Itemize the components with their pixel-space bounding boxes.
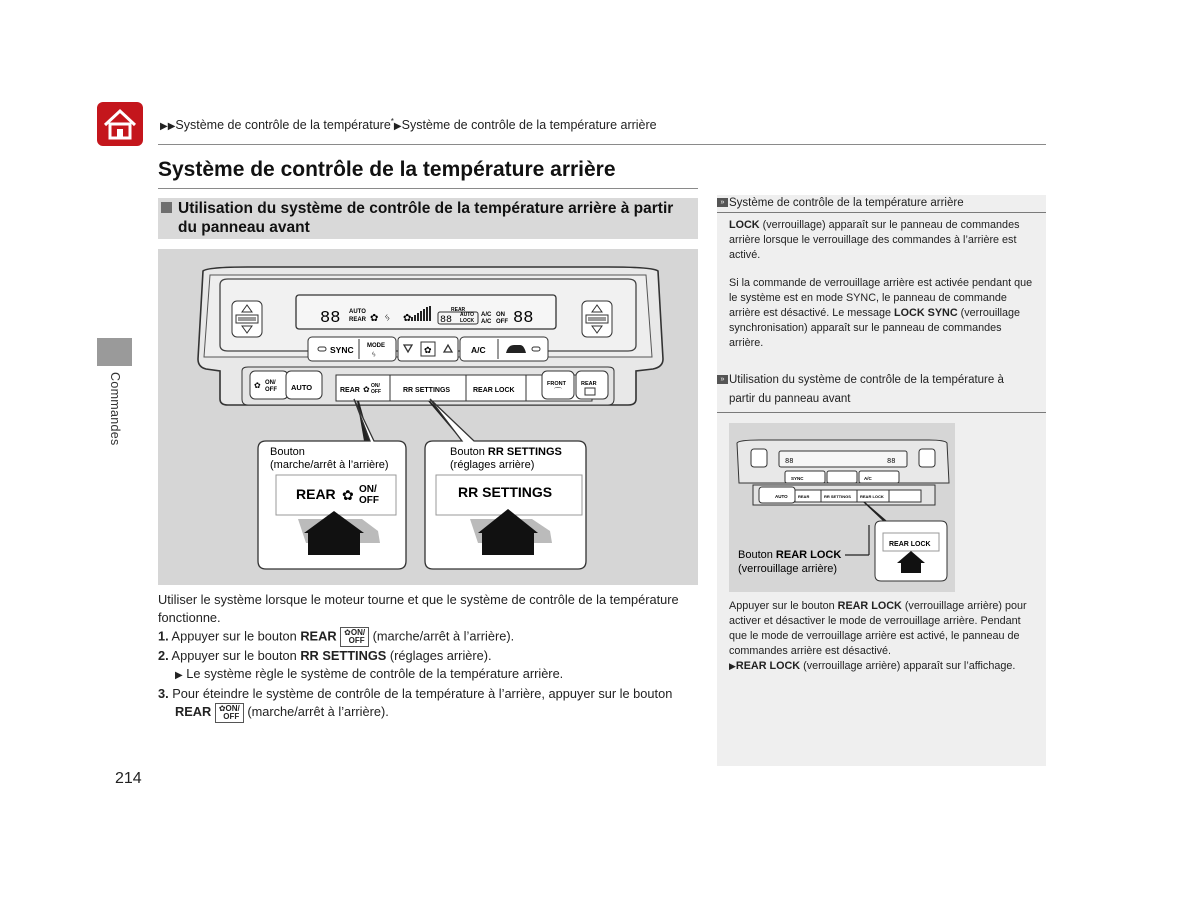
- side-callout-button-text: REAR LOCK: [889, 541, 931, 548]
- onoff-on: ON/: [265, 380, 276, 386]
- section-heading: Utilisation du système de contrôle de la température arrière à partir du panneau avant: [178, 200, 674, 236]
- onoff-off: OFF: [265, 387, 277, 393]
- right-callout-line2: (réglages arrière): [450, 459, 535, 471]
- breadcrumb-arrow-icon: ▶▶: [160, 121, 176, 133]
- display-rear-top: REAR: [451, 307, 466, 313]
- title-rule: [158, 188, 698, 189]
- fan-icon: ✿: [424, 345, 432, 355]
- result-arrow-icon: ▶: [175, 670, 183, 681]
- chapter-label: Commandes: [108, 372, 122, 446]
- display-off: OFF: [496, 319, 508, 325]
- side-display-digits: 88: [785, 458, 794, 466]
- display-auto-rear: AUTO: [460, 312, 475, 318]
- display-rear: REAR: [349, 317, 367, 323]
- display-lock: LOCK: [460, 318, 475, 324]
- display-auto: AUTO: [349, 309, 366, 315]
- side-auto-label: AUTO: [775, 494, 788, 499]
- note-2-text: [729, 599, 1034, 674]
- left-callout-line1: Bouton: [270, 446, 305, 458]
- note-1-paragraph-1: LOCK (verrouillage) apparaît sur le panneau de commandes arrière lorsque le verrouillage des commandes à l’arrière est activé.: [729, 219, 1020, 261]
- rr-settings-button-label[interactable]: RR SETTINGS: [403, 387, 451, 394]
- right-callout-line1: Bouton RR SETTINGS: [450, 446, 562, 458]
- rear-lock-button-label[interactable]: REAR LOCK: [473, 387, 515, 394]
- left-callout-line2: (marche/arrêt à l’arrière): [270, 459, 389, 471]
- rear-on: ON/: [371, 383, 380, 389]
- side-rear-label: REAR: [798, 494, 810, 499]
- asterisk: *: [390, 117, 394, 126]
- rear-onoff-inline-icon: ✿ON/ OFF: [340, 627, 369, 647]
- right-callout-button-text: RR SETTINGS: [458, 484, 553, 500]
- step-2: 2. Appuyer sur le bouton RR SETTINGS (réglages arrière).: [158, 648, 492, 663]
- left-callout-fan-icon: ✿: [342, 487, 354, 503]
- breadcrumb-part1[interactable]: Système de contrôle de la température: [175, 118, 391, 133]
- left-callout-button-text: REAR: [296, 486, 336, 502]
- note-2-paragraph-2: ▶REAR LOCK (verrouillage arrière) apparaît sur l’affichage.: [729, 660, 1016, 672]
- front-defrost-label[interactable]: FRONT: [547, 381, 566, 387]
- breadcrumb-arrow-icon: ▶: [393, 121, 402, 133]
- front-defrost-icon: ⌒: [554, 387, 562, 396]
- intro-paragraph: Utiliser le système lorsque le moteur tourne et que le système de contrôle de la température fonctionne.: [158, 592, 679, 625]
- side-rear-lock-label: REAR LOCK: [860, 494, 884, 499]
- breadcrumb: [160, 117, 657, 132]
- breadcrumb-part2[interactable]: Système de contrôle de la température arrière: [401, 118, 657, 133]
- header-rule: [158, 144, 1046, 145]
- reference-icon: »: [717, 375, 728, 384]
- side-rr-settings-label: RR SETTINGS: [824, 494, 851, 499]
- rear-defrost-label[interactable]: REAR: [581, 381, 597, 387]
- rear-fan-icon: ✿: [254, 381, 261, 390]
- mode-button-label[interactable]: MODE: [367, 343, 385, 349]
- page-title: Système de contrôle de la température arrière: [158, 158, 616, 181]
- display-on: ON: [496, 312, 505, 318]
- note-1-title[interactable]: » Système de contrôle de la température arrière: [717, 196, 1046, 213]
- note-1-paragraph-2: Si la commande de verrouillage arrière est activée pendant que le système est en mode SYNC, le panneau de commande arrière est désactivé. Le message LOCK SYNC (verrouillage synchronisation) apparaît sur le panneau de commandes arrière.: [729, 277, 1033, 349]
- rear-lock-figure: [729, 423, 955, 592]
- mode-icon: ᛃ: [371, 349, 377, 359]
- rear-off: OFF: [371, 389, 381, 395]
- step-2-result: ▶ Le système règle le système de contrôle de la température arrière.: [175, 666, 564, 681]
- reference-icon: »: [717, 198, 728, 207]
- display-temp-left: 88: [320, 309, 341, 328]
- rear-fan-small-icon: ✿: [363, 385, 370, 394]
- page-number: 214: [115, 770, 142, 787]
- step-1: 1. Appuyer sur le bouton REAR ✿ON/ OFF (marche/arrêt à l’arrière).: [158, 628, 515, 645]
- chapter-tab[interactable]: [97, 338, 132, 366]
- display-temp-rear: 88: [440, 315, 453, 326]
- side-fig-label-line1: Bouton REAR LOCK: [738, 549, 842, 561]
- side-ac-label: A/C: [864, 476, 872, 481]
- note-2: [717, 370, 1046, 413]
- display-vent-icon: ᛃ: [384, 312, 391, 324]
- step-3: 3. Pour éteindre le système de contrôle de la température à l’arrière, appuyer sur le bouton REAR ✿ON/ OFF (marche/arrêt à l’arrière).: [158, 686, 673, 721]
- section-marker-icon: [161, 202, 172, 213]
- body-text: [158, 591, 703, 723]
- left-callout-off: OFF: [359, 495, 379, 506]
- display-fan-icon: ✿: [370, 313, 379, 324]
- display-ac-2: A/C: [481, 319, 492, 325]
- note-2-paragraph-1: Appuyer sur le bouton REAR LOCK (verrouillage arrière) pour activer et désactiver le mode de verrouillage arrière. Pendant que le mode de verrouillage arrière est activé, le panneau de commandes arrière est désactivé.: [729, 600, 1027, 657]
- auto-button-label[interactable]: AUTO: [291, 383, 313, 392]
- ac-button-label[interactable]: A/C: [471, 345, 486, 355]
- display-fan-small-icon: ✿: [403, 313, 412, 324]
- sync-button-label[interactable]: SYNC: [330, 345, 354, 355]
- side-sync-label: SYNC: [791, 476, 804, 481]
- note-2-title[interactable]: » Utilisation du système de contrôle de la température à partir du panneau avant: [717, 370, 1046, 413]
- left-callout-on: ON/: [359, 484, 377, 495]
- side-display-digits-right: 88: [887, 458, 896, 466]
- front-panel-figure: [158, 249, 698, 585]
- rear-onoff-button-label[interactable]: REAR: [340, 387, 360, 394]
- side-fig-label-line2: (verrouillage arrière): [738, 563, 838, 575]
- display-temp-right: 88: [513, 309, 534, 328]
- home-icon[interactable]: [97, 102, 143, 146]
- rear-onoff-inline-icon: ✿ON/ OFF: [215, 703, 244, 723]
- result-arrow-icon: ▶: [729, 661, 736, 671]
- note-1: [717, 196, 1046, 351]
- display-ac-1: A/C: [481, 312, 492, 318]
